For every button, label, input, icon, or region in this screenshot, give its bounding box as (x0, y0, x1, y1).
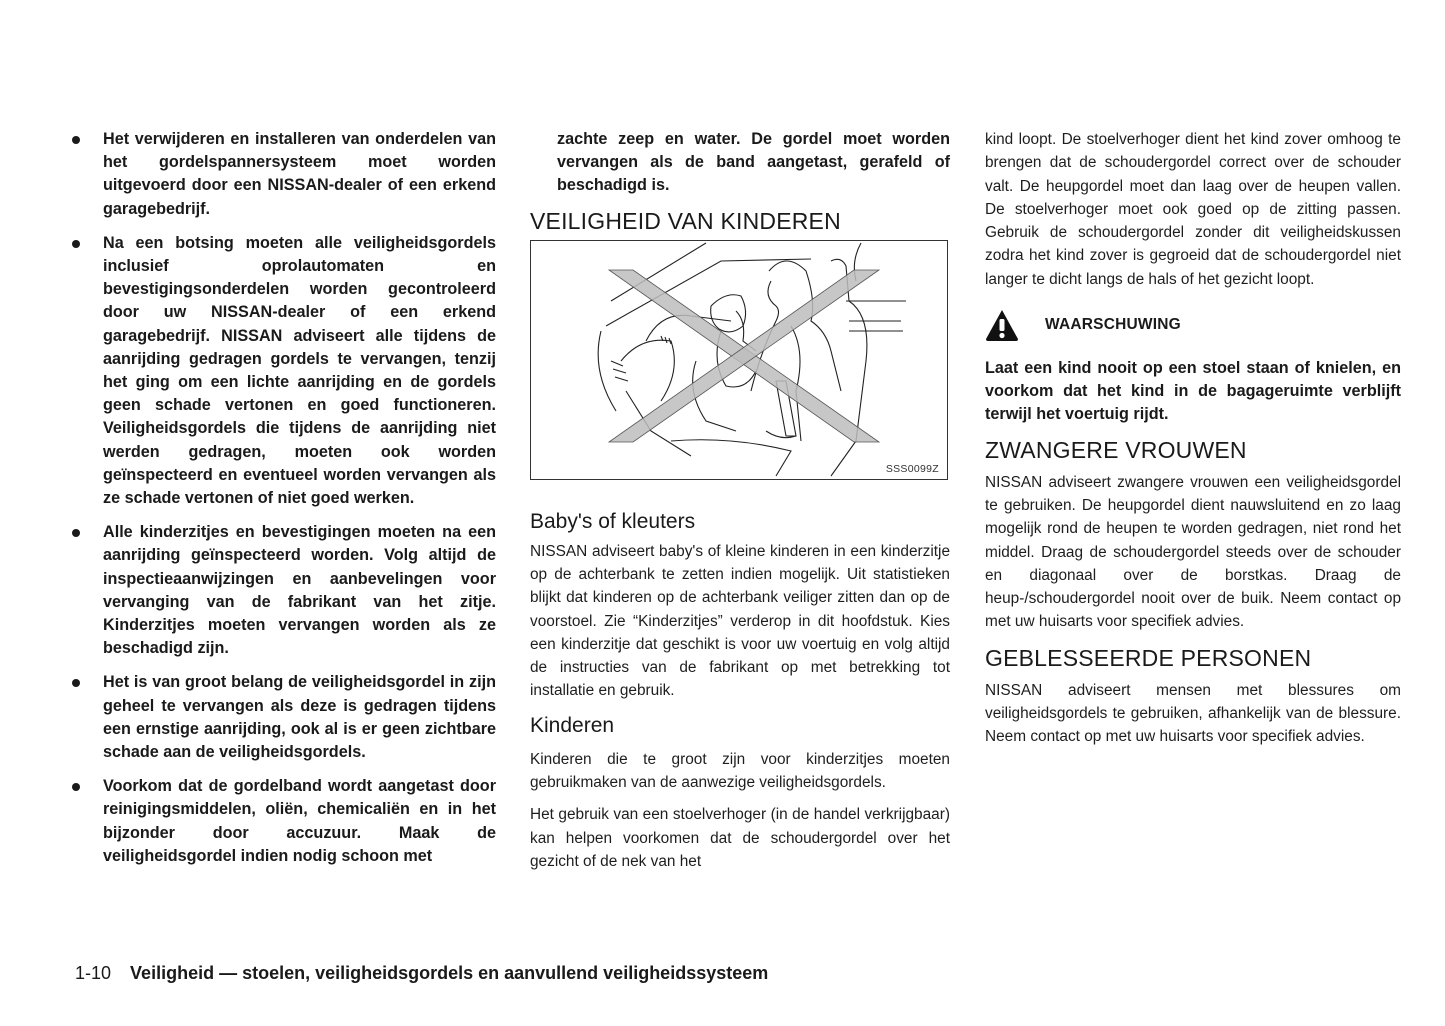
section-heading-pregnant: ZWANGERE VROUWEN (985, 436, 1247, 463)
warning-text: Laat een kind nooit op een stoel staan of knielen, en voorkom dat het kind in de bagageruimte verblijft terwijl het voertuig rijdt. (985, 359, 1401, 424)
bullet-icon (72, 240, 80, 248)
bullet-text: Het verwijderen en installeren van onderdelen van het gordelspannersysteem moet worden uitgevoerd door een NISSAN-dealer of een erkend garagebedrijf. (103, 130, 496, 218)
bullet-icon (72, 783, 80, 791)
subheading-babies: Baby's of kleuters (530, 509, 696, 533)
page-number: 1-10 (75, 963, 112, 983)
bullet-text: Voorkom dat de gordelband wordt aangetast door reinigingsmiddelen, oliën, chemicaliën en in het bijzonder door accuzuur. Maak de veiligheidsgordel indien nodig schoon met (103, 777, 496, 865)
illustration-figure (530, 240, 948, 480)
section-heading-injured: GEBLESSEERDE PERSONEN (985, 644, 1312, 671)
figure-code: SSS0099Z (885, 462, 939, 475)
bullet-icon (72, 679, 80, 687)
bullet-item (72, 128, 496, 221)
prohibited-x-mark (609, 270, 879, 442)
bullet-continuation: zachte zeep en water. De gordel moet worden vervangen als de band aangetast, gerafeld of beschadigd is. (557, 130, 950, 195)
subheading-children: Kinderen (530, 713, 615, 737)
bullet-icon (72, 529, 80, 537)
children-paragraph: Het gebruik van een stoelverhoger (in de handel verkrijgbaar) kan helpen voorkomen dat de schoudergordel over het gezicht of de nek van het (530, 806, 950, 870)
injured-paragraph: NISSAN adviseert mensen met blessures om veiligheidsgordels te gebruiken, afhankelijk van de blessure. Neem contact op met uw huisarts voor specifiek advies. (985, 681, 1401, 746)
bullet-text: Het is van groot belang de veiligheidsgordel in zijn geheel te vervangen als deze is gedragen tijdens een ernstige aanrijding, ook al is er geen zichtbare schade aan de veiligheidsgordels. (103, 673, 496, 762)
bullet-text: Alle kinderzitjes en bevestigingen moeten na een aanrijding geïnspecteerd worden. Volg altijd de inspectieaanwijzingen en aanbevelingen voor vervanging van de fabrikant van het zitje. Kinderzitjes moeten vervangen worden als ze beschadigd zijn. (103, 523, 496, 658)
bullet-icon (72, 136, 80, 144)
bullet-text: Na een botsing moeten alle veiligheidsgordels inclusief oprolautomaten en bevestigingsonderdelen worden gecontroleerd door uw NISSAN-dealer of een erkend garagebedrijf. NISSAN adviseert alle tijdens de aanrijding gedragen gordels te vervangen, tenzij het ging om een lichte aanrijding en de gordels geen schade vertonen en goed functioneren. Veiligheidsgordels die tijdens de aanrijding niet werden gedragen, moeten ook worden geïnspecteerd en eventueel worden vervangen als ze schade vertonen of niet goed werken. (103, 233, 496, 508)
pregnant-paragraph: NISSAN adviseert zwangere vrouwen een veiligheidsgordel te gebruiken. De heupgordel dient nauwsluitend en zo laag mogelijk rond de heupen te worden gedragen, niet rond het middel. Draag de schoudergordel steeds over de schouder en diagonaal over de borstkas. Draag de heup-/schoudergordel nooit over de buik. Neem contact op met uw huisarts voor specifiek advies. (985, 473, 1401, 631)
bullet-item (72, 671, 496, 764)
children-paragraph: Kinderen die te groot zijn voor kinderzitjes moeten gebruikmaken van de aanwezige veiligheidsgordels. (530, 750, 950, 791)
chapter-title: Veiligheid — stoelen, veiligheidsgordels en aanvullend veiligheidssysteem (130, 963, 769, 983)
bullet-item (72, 521, 496, 660)
column-3 (985, 128, 1401, 758)
page-footer (75, 963, 768, 984)
bullet-item (72, 232, 496, 510)
warning-label: WAARSCHUWING (1045, 316, 1181, 334)
babies-paragraph: NISSAN adviseert baby's of kleine kinderen in een kinderzitje op de achterbank te zetten indien mogelijk. Uit statistieken blijkt dat kinderen op de achterbank veiliger zitten dan op de voorstoel. Zie “Kinderzitjes” verderop in dit hoofdstuk. Kies een kinderzitje dat geschikt is voor uw voertuig en volg altijd de instructies van de fabrikant op met betrekking tot installatie en gebruik. (530, 542, 950, 700)
warning-header (985, 305, 1401, 345)
column-1 (72, 128, 496, 879)
section-heading-child-safety: VEILIGHEID VAN KINDEREN (530, 207, 841, 234)
bullet-item (72, 775, 496, 868)
booster-continuation: kind loopt. De stoelverhoger dient het kind zover omhoog te brengen dat de schoudergordel correct over de schouder valt. De heupgordel moet dan laag over de heupen vallen. De stoelverhoger moet ook goed op de zitting passen. Gebruik de schoudergordel zonder dit veiligheidskussen zodra het kind zover is gegroeid dat de schoudergordel niet langer te dicht langs de hals of het gezicht loopt. (985, 131, 1401, 288)
child-on-lap-illustration (531, 241, 949, 481)
column-2 (530, 128, 950, 882)
warning-triangle-icon (985, 308, 1019, 342)
bullet-list (72, 128, 496, 868)
